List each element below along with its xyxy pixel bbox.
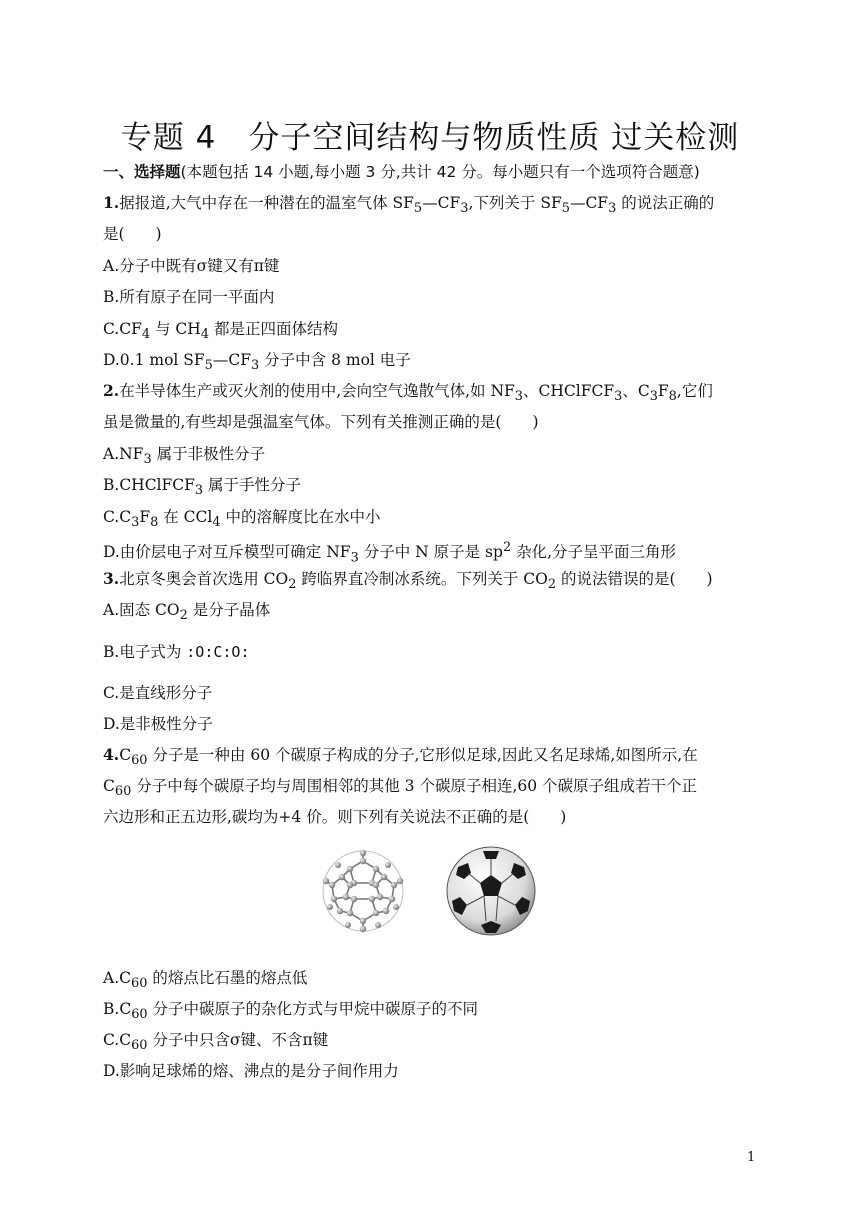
question-3-option-b: B.电子式为 :O:C:O:: [103, 643, 250, 661]
question-2-option-c: $C.C_3F_8$ 在 CCl$_4$ 中的溶解度比在水中小: [103, 508, 381, 531]
question-1-option-b: B.所有原子在同一平面内: [103, 288, 275, 306]
question-3-option-d: D.是非极性分子: [103, 715, 213, 733]
question-1-option-a: A.分子中既有σ键又有π键: [103, 257, 280, 275]
question-4-option-a: $A.C_{60}$ 的熔点比石墨的熔点低: [103, 969, 308, 992]
question-2-option-b: B.CHClFCF$_3$ 属于手性分子: [103, 476, 302, 499]
question-3-option-a: A.固态 $CO_2$ 是分子晶体: [103, 601, 271, 624]
question-number: 4.: [103, 745, 120, 764]
section-note: (本题包括 14 小题,每小题 3 分,共计 42 分。每小题只有一个选项符合题意): [180, 163, 700, 181]
question-1-option-d: D.0.1 mol $SF_5—CF_3$ 分子中含 8 mol 电子: [103, 351, 411, 374]
question-2-option-a: $A.NF_3$ 属于非极性分子: [103, 445, 266, 468]
question-4-stem-cont-2: 六边形和正五边形,碳均为+4 价。则下列有关说法不正确的是( ): [103, 808, 567, 826]
question-3-option-c: C.是直线形分子: [103, 684, 213, 702]
question-4-option-b: $B.C_{60}$ 分子中碳原子的杂化方式与甲烷中碳原子的不同: [103, 1000, 479, 1023]
question-1-option-c: $C.CF_4$ 与 $CH_4$ 都是正四面体结构: [103, 320, 338, 343]
question-4-figure: [318, 845, 548, 937]
question-2-option-d: D.由价层电子对互斥模型可确定 $NF_3$ 分子中 N 原子是 $sp^2$ 杂化,分子呈平面三角形: [103, 540, 677, 566]
question-2-stem-cont: 虽是微量的,有些却是强温室气体。下列有关推测正确的是( ): [103, 413, 539, 431]
question-4-stem: $4.C_{60}$ 分子是一种由 60 个碳原子构成的分子,它形似足球,因此又名足球烯,如图所示,在: [103, 745, 698, 769]
page-number: 1: [747, 1150, 756, 1165]
question-3-stem: 3.北京冬奥会首次选用 $CO_2$ 跨临界直冷制冰系统。下列关于 $CO_2$ 的说法错误的是( ): [103, 569, 713, 593]
question-4-stem-cont: $C_{60}$ 分子中每个碳原子均与周围相邻的其他 3 个碳原子相连,60 个碳原子组成若干个正: [103, 777, 698, 800]
question-1-stem: 1.据报道,大气中存在一种潜在的温室气体 $SF_5—CF_3$,下列关于 $SF_5—CF_3$ 的说法正确的: [103, 193, 715, 217]
soccer-ball-icon: [447, 847, 535, 935]
section-header: [103, 161, 700, 183]
question-4-option-c: $C.C_{60}$ 分子中只含σ键、不含π键: [103, 1031, 329, 1054]
question-number: 2.: [103, 381, 120, 400]
question-2-stem: 2.在半导体生产或灭火剂的使用中,会向空气逸散气体,如 $NF_3$、CHClFCF$_3$、$C_3F_8$,它们: [103, 381, 713, 405]
section-label: 一、选择题: [103, 163, 181, 181]
fullerene-figure-svg: [318, 845, 548, 937]
question-4-option-d: D.影响足球烯的熔、沸点的是分子间作用力: [103, 1062, 399, 1080]
c60-molecule-icon: [323, 850, 403, 932]
question-number: 1.: [103, 193, 120, 212]
page-title: 专题 4 分子空间结构与物质性质 过关检测: [120, 120, 740, 156]
electron-formula: :O:C:O:: [186, 643, 250, 661]
question-1-stem-cont: 是( ): [103, 225, 162, 243]
question-number: 3.: [103, 569, 120, 588]
